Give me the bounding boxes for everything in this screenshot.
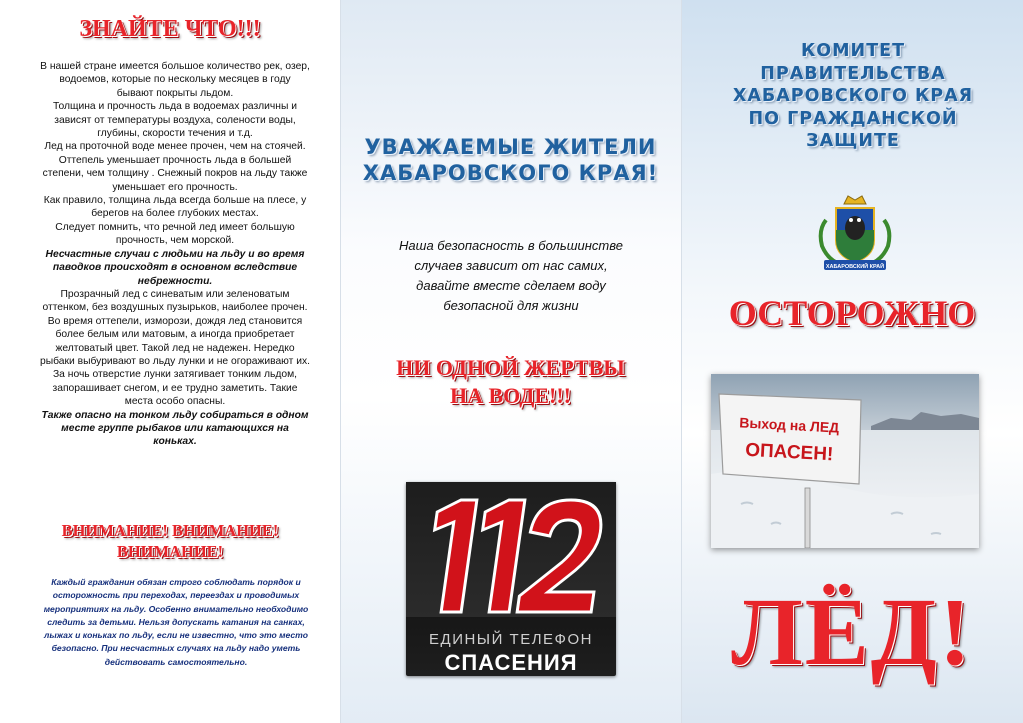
left-paragraph: Толщина и прочность льда в водоемах различны и зависят от температуры воздуха, солености воды, глубины, скорости течения и т.д.	[53, 101, 297, 140]
left-paragraph: Следует помнить, что речной лед имеет большую прочность, чем морской.	[55, 221, 295, 247]
logo-112-number	[406, 482, 616, 622]
committee-title-line: ЗАЩИТЕ	[806, 131, 900, 151]
left-paragraph: Прозрачный лед с синеватым или зеленоватым оттенком, без воздушных пузырьков, наиболее прочен. Во время оттепели, изморози, дождя лед становится более белым или матовым, а иногда приобретает желтоватый цвет. Такой лед не надежен. Нередко рыбаки выбуривают во льду лунки и не огораживают их. За ночь отверстие лунки затягивает тонким льдом, запорашивает снегом, и ее трудно заметить. Такие места особо опасны.	[40, 288, 311, 408]
sign-line1: Выход на ЛЕД	[738, 414, 840, 436]
middle-title-line: УВАЖАЕМЫЕ ЖИТЕЛИ	[364, 135, 657, 159]
subtitle-line: Наша безопасность в большинстве	[399, 238, 623, 253]
committee-title-line: ПО ГРАЖДАНСКОЙ	[748, 108, 958, 129]
middle-subtitle	[372, 236, 650, 316]
logo-112-line1: ЕДИНЫЙ ТЕЛЕФОН	[429, 631, 593, 648]
committee-title	[700, 40, 1006, 153]
emblem-text: ХАБАРОВСКИЙ КРАЙ	[825, 264, 885, 270]
no-victims-slogan	[340, 354, 681, 410]
committee-title-line: КОМИТЕТ	[800, 41, 906, 61]
left-paragraph: Как правило, толщина льда всегда больше на плесе, у берегов на более глубоких местах.	[43, 195, 307, 220]
committee-title-line: ХАБАРОВСКОГО КРАЯ	[732, 86, 974, 106]
khabarovsk-emblem-icon	[814, 190, 896, 276]
left-body-text	[40, 60, 310, 449]
big-ice-word: ЛЁД!	[731, 578, 973, 685]
committee-title-line: ПРАВИТЕЛЬСТВА	[760, 63, 946, 84]
left-paragraph: В нашей стране имеется большое количество рек, озер, водоемов, которые по нескольку месяцев в году бывают покрыты льдом.	[40, 61, 310, 99]
left-title: ЗНАЙТЕ ЧТО!!!	[79, 16, 261, 42]
attention-title-line: ВНИМАНИЕ!	[116, 542, 224, 561]
middle-title	[340, 134, 681, 186]
ice-warning-sign-photo	[711, 374, 979, 548]
logo-112	[406, 482, 616, 676]
attention-title-line: ВНИМАНИЕ! ВНИМАНИЕ!	[61, 521, 279, 540]
attention-text: Каждый гражданин обязан строго соблюдать порядок и осторожность при переходах, переездах и проводимых мероприятиях на льду. Особенно внимательно необходимо следить за детьми. Нельзя допускать катания на санках, лыжах и коньках по льду, если не известно, что это место безопасно. При несчастных случаях на льду надо уметь действовать самостоятельно.	[43, 577, 309, 667]
subtitle-line: случаев зависит от нас самих,	[414, 258, 608, 273]
left-paragraph: Также опасно на тонком льду собираться в одном месте группе рыбаков или катающихся на коньках.	[41, 409, 309, 448]
middle-title-line: ХАБАРОВСКОГО КРАЯ!	[362, 161, 659, 185]
warning-heading: ОСТОРОЖНО	[728, 293, 976, 333]
logo-112-line2: СПАСЕНИЯ	[444, 650, 578, 675]
left-paragraph: Несчастные случаи с людьми на льду и во время паводков происходят в основном вследствие небрежности.	[45, 248, 305, 287]
sign-line2: ОПАСЕН!	[744, 439, 834, 466]
subtitle-line: безопасной для жизни	[443, 298, 579, 313]
slogan-line: НИ ОДНОЙ ЖЕРТВЫ	[396, 355, 625, 380]
subtitle-line: давайте вместе сделаем воду	[416, 278, 606, 293]
attention-title	[0, 520, 340, 562]
left-paragraph: Лед на проточной воде менее прочен, чем на стоячей. Оттепель уменьшает прочность льда в большей степени, чем толщину . Снежный покров на льду также уменьшает его прочность.	[42, 141, 308, 193]
slogan-line: НА ВОДЕ!!!	[450, 383, 571, 408]
